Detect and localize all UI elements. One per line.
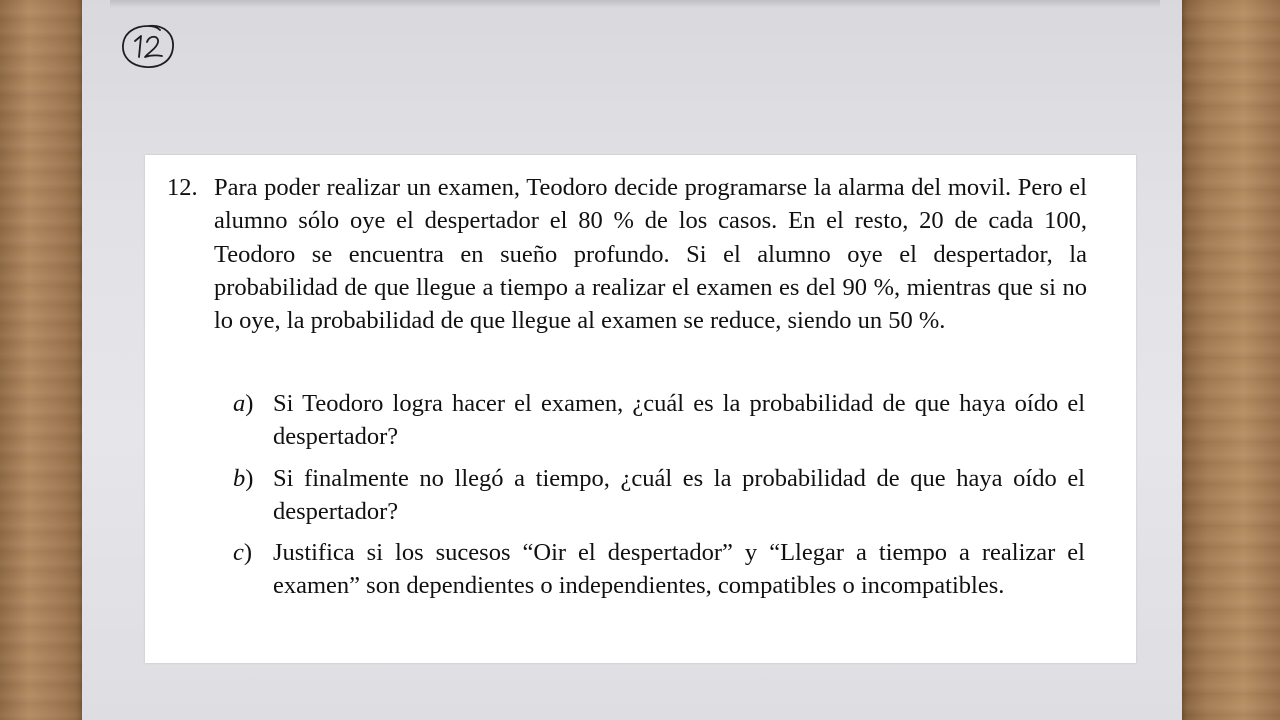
- circled-number-icon: [118, 20, 178, 72]
- problem-number: 12.: [167, 174, 198, 201]
- item-marker: a): [233, 390, 254, 417]
- item-text: Si finalmente no llegó a tiempo, ¿cuál es la probabilidad de que haya oído el despertador?: [273, 464, 1085, 525]
- item-text: Si Teodoro logra hacer el examen, ¿cuál es la probabilidad de que haya oído el despertador?: [273, 390, 1085, 451]
- item-text: Justifica si los sucesos “Oir el despertador” y “Llegar a tiempo a realizar el examen” son dependientes o independientes, compatibles o incompatibles.: [273, 539, 1085, 600]
- wooden-table-right: [1176, 0, 1280, 720]
- paper-top-edge: [110, 0, 1160, 8]
- item-b: [233, 462, 1085, 529]
- problem-card: [145, 155, 1136, 663]
- problem-items: [233, 387, 1085, 611]
- handwritten-page-number: [118, 20, 178, 72]
- wooden-table-left: [0, 0, 84, 720]
- item-marker: b): [233, 464, 254, 492]
- problem-statement: Para poder realizar un examen, Teodoro decide programarse la alarma del movil. Pero el alumno sólo oye el despertador el 80 % de los casos. En el resto, 20 de cada 100, Teodoro se encuentra en sueño profundo. Si el alumno oye el despertador, la probabilidad de que llegue a tiempo a realizar el examen es del 90 %, mientras que si no lo oye, la probabilidad de que llegue al examen se reduce, siendo un 50 %.: [214, 174, 1087, 335]
- item-a: [233, 387, 1085, 454]
- item-marker: c): [233, 539, 253, 567]
- item-c: [233, 536, 1085, 603]
- problem: [167, 171, 1087, 337]
